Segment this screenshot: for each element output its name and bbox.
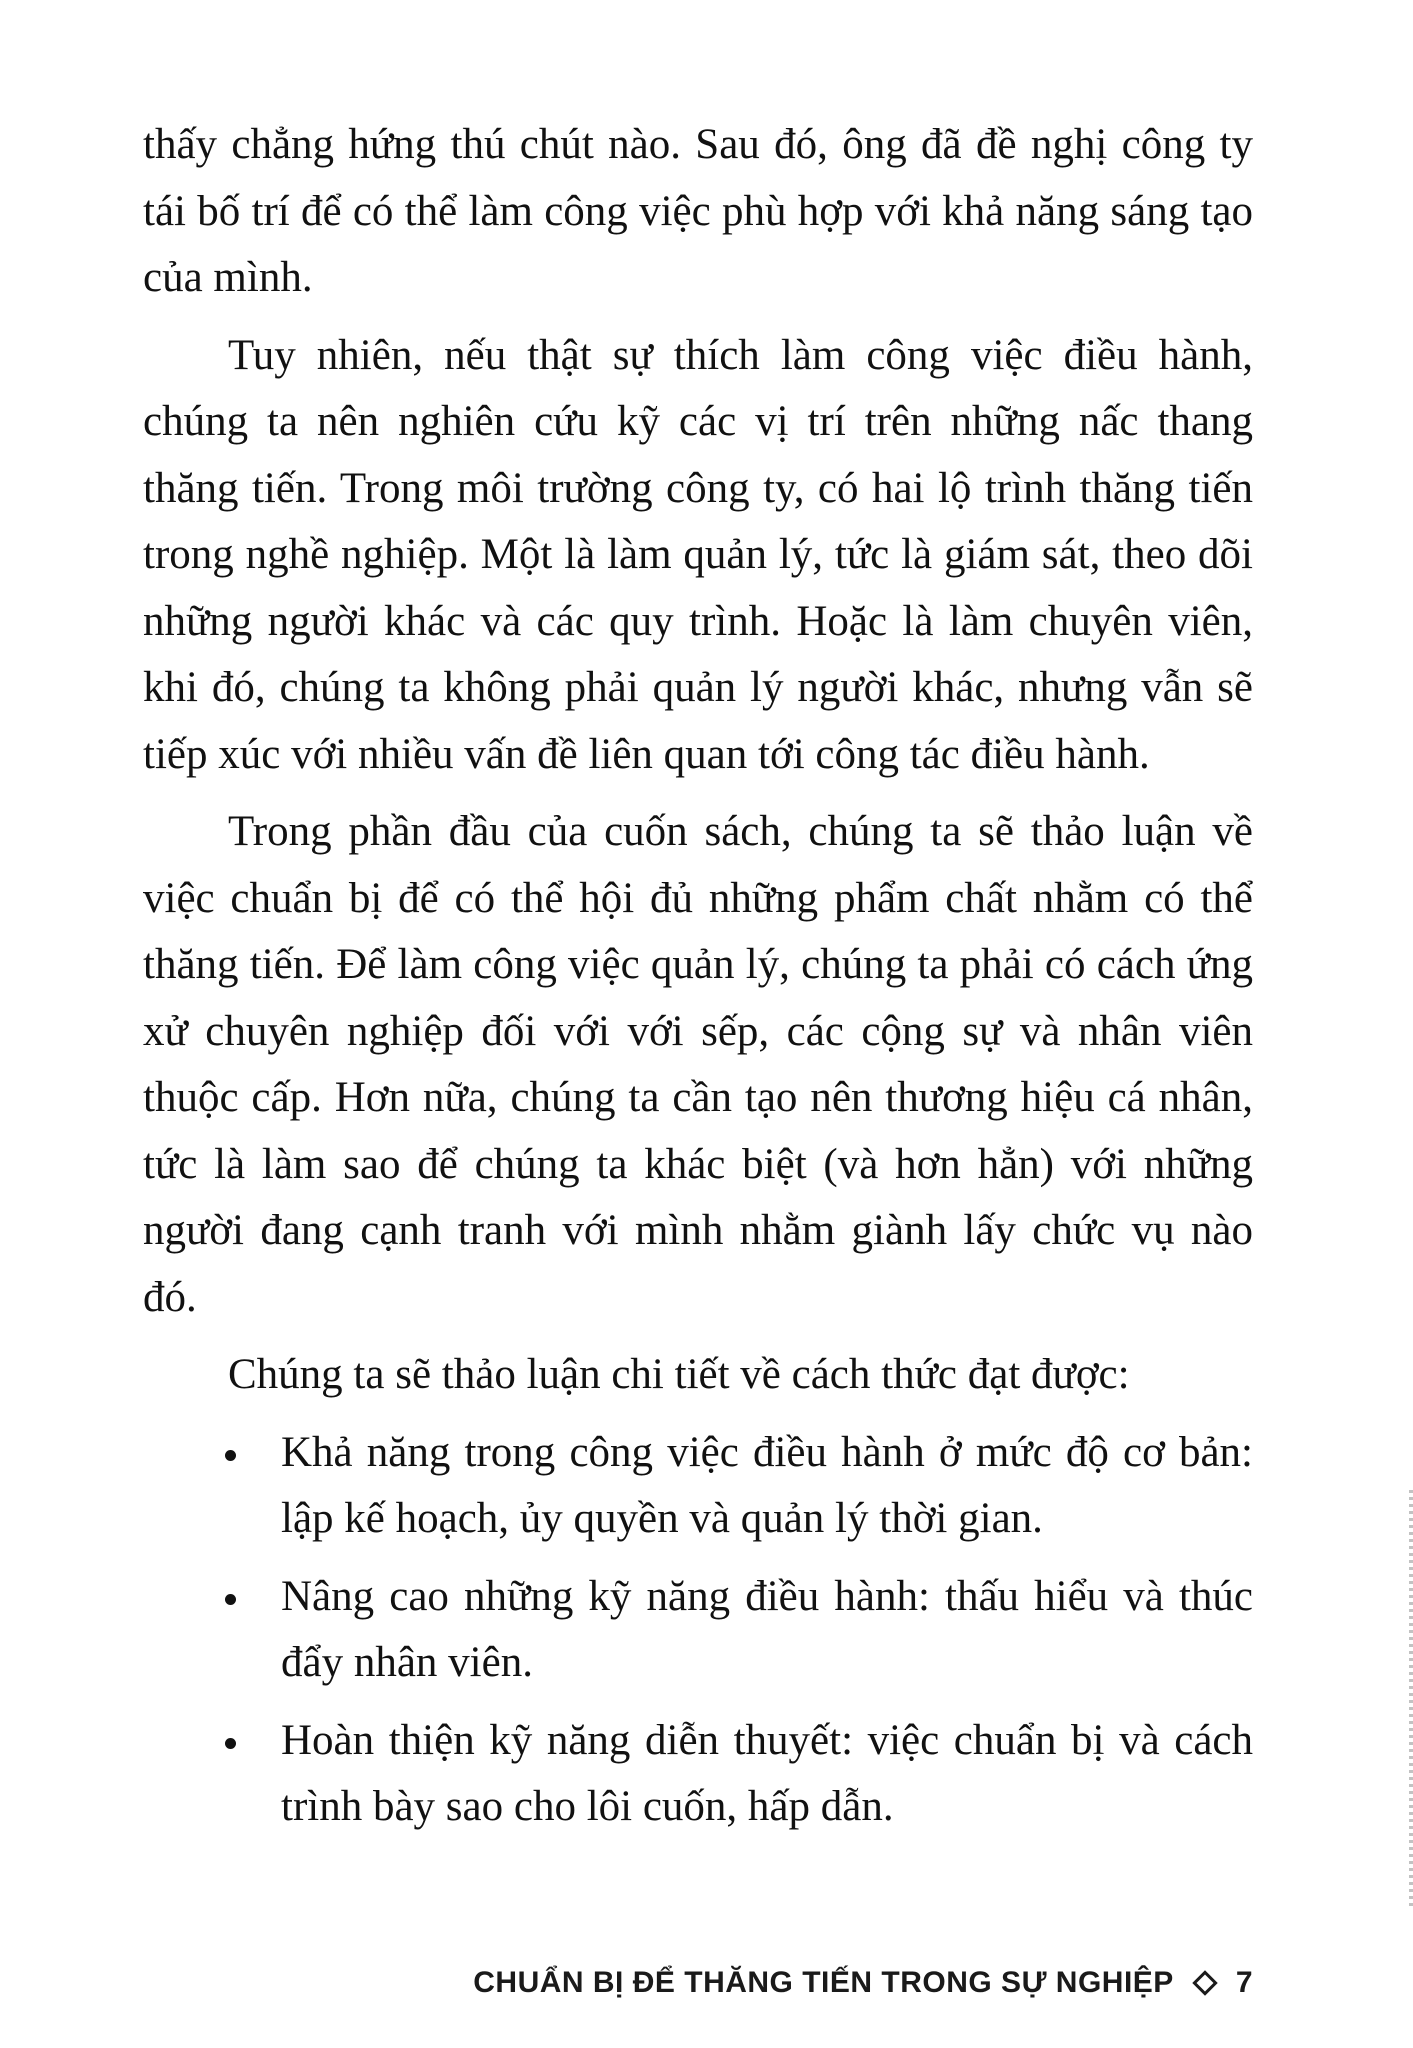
running-title: CHUẨN BỊ ĐỂ THĂNG TIẾN TRONG SỰ NGHIỆP — [473, 1966, 1174, 1999]
body-text — [143, 112, 1253, 1841]
list-item-text: Hoàn thiện kỹ năng diễn thuyết: việc chuẩn bị và cách trình bày sao cho lôi cuốn, hấp dẫn. — [281, 1716, 1253, 1830]
paragraph-continuation: thấy chẳng hứng thú chút nào. Sau đó, ông đã đề nghị công ty tái bố trí để có thể làm công việc phù hợp với khả năng sáng tạo của mình. — [143, 121, 1253, 301]
bullet-icon — [225, 1738, 236, 1749]
page-edge-shadow — [1409, 1490, 1413, 1910]
bullet-icon — [225, 1594, 236, 1605]
paragraph-list-intro: Chúng ta sẽ thảo luận chi tiết về cách thức đạt được: — [228, 1351, 1130, 1398]
list-item — [143, 1564, 1253, 1697]
list-item — [143, 1420, 1253, 1553]
bullet-icon — [225, 1450, 236, 1461]
page-footer — [473, 1966, 1253, 2000]
topic-list — [143, 1420, 1253, 1841]
diamond-icon — [1192, 1970, 1217, 1995]
paragraph-book-overview: Trong phần đầu của cuốn sách, chúng ta sẽ thảo luận về việc chuẩn bị để có thể hội đủ những phẩm chất nhằm có thể thăng tiến. Để làm công việc quản lý, chúng ta phải có cách ứng xử chuyên nghiệp đối với với sếp, các cộng sự và nhân viên thuộc cấp. Hơn nữa, chúng ta cần tạo nên thương hiệu cá nhân, tức là làm sao để chúng ta khác biệt (và hơn hẳn) với những người đang cạnh tranh với mình nhằm giành lấy chức vụ nào đó. — [143, 808, 1253, 1321]
list-item-text: Khả năng trong công việc điều hành ở mức độ cơ bản: lập kế hoạch, ủy quyền và quản lý thời gian. — [281, 1428, 1253, 1542]
paragraph-career-paths: Tuy nhiên, nếu thật sự thích làm công việc điều hành, chúng ta nên nghiên cứu kỹ các vị trí trên những nấc thang thăng tiến. Trong môi trường công ty, có hai lộ trình thăng tiến trong nghề nghiệp. Một là làm quản lý, tức là giám sát, theo dõi những người khác và các quy trình. Hoặc là làm chuyên viên, khi đó, chúng ta không phải quản lý người khác, nhưng vẫn sẽ tiếp xúc với nhiều vấn đề liên quan tới công tác điều hành. — [143, 331, 1253, 778]
page-number: 7 — [1235, 1966, 1253, 1999]
list-item — [143, 1708, 1253, 1841]
list-item-text: Nâng cao những kỹ năng điều hành: thấu hiểu và thúc đẩy nhân viên. — [281, 1572, 1253, 1686]
